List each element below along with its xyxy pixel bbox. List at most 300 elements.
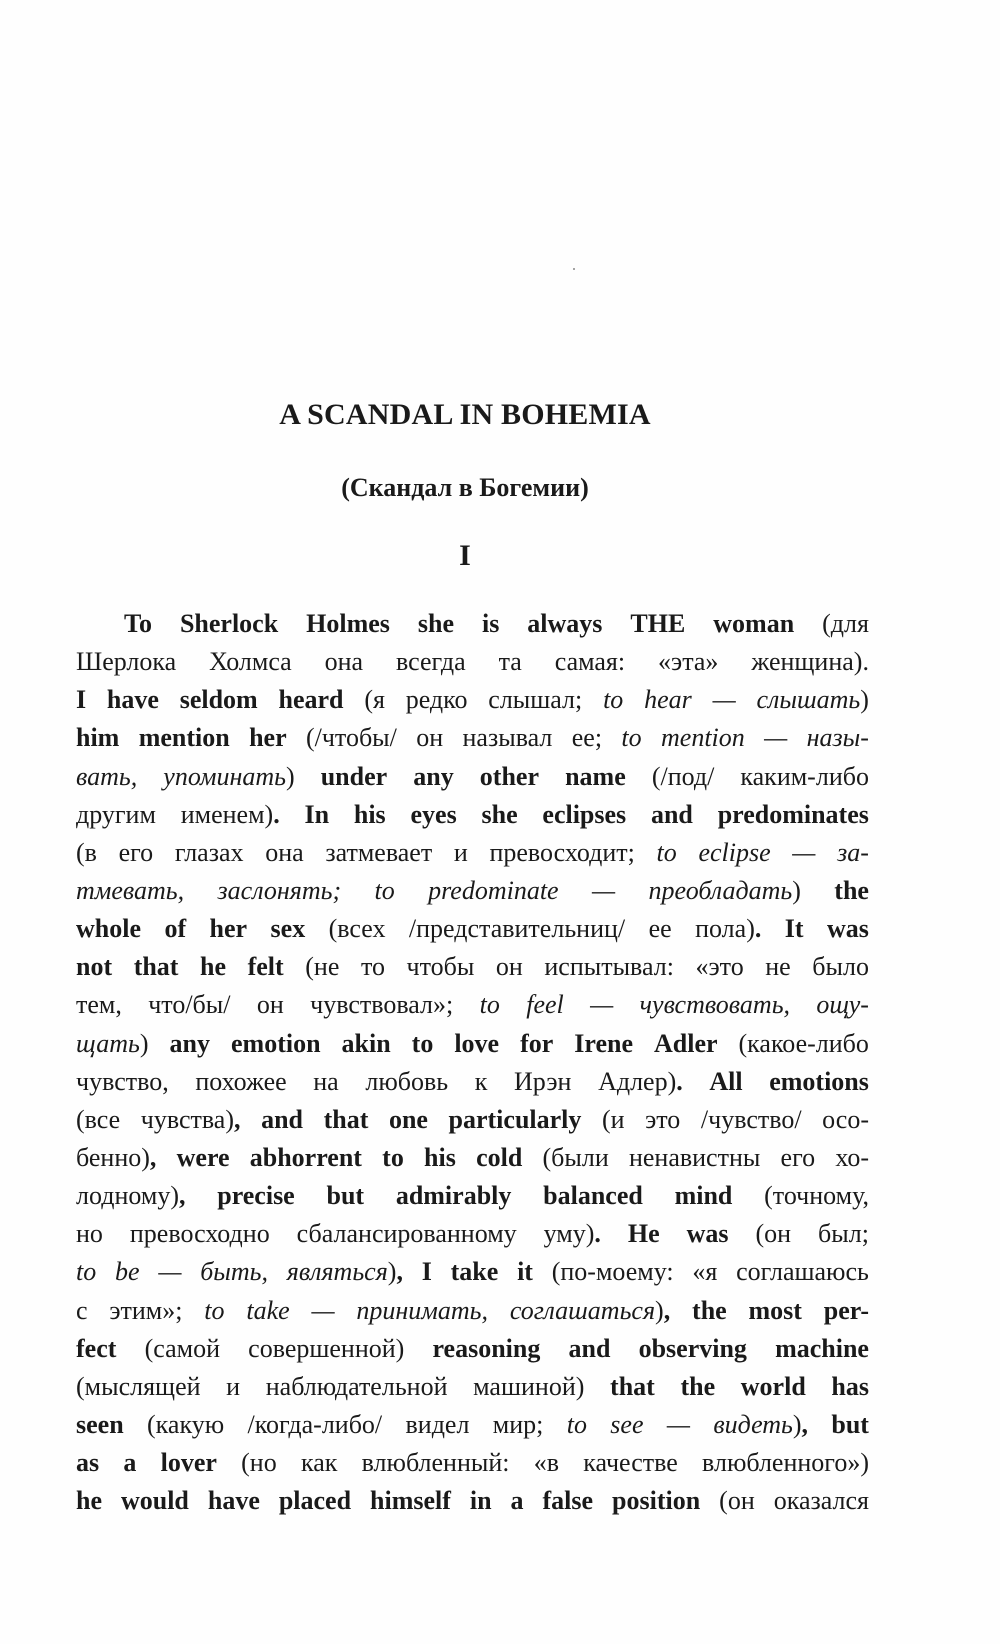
word <box>667 1406 690 1444</box>
english-text: not <box>76 952 113 982</box>
word <box>654 1025 718 1063</box>
english-text: one <box>388 1104 428 1134</box>
translation-text: его <box>118 837 154 867</box>
word <box>769 1063 869 1101</box>
word <box>248 1330 404 1368</box>
word <box>544 948 674 986</box>
word <box>432 1330 540 1368</box>
word <box>76 1482 102 1520</box>
translation-text: совершенной) <box>248 1333 405 1363</box>
english-text: balanced <box>543 1181 643 1211</box>
english-text: other <box>479 761 539 791</box>
english-text: lover <box>160 1448 217 1478</box>
english-text: eyes <box>410 799 457 829</box>
english-text: he <box>200 952 227 982</box>
word <box>180 681 258 719</box>
word <box>161 1444 217 1482</box>
translation-text: качестве <box>583 1448 678 1478</box>
word <box>831 1368 869 1406</box>
word <box>305 796 330 834</box>
word <box>675 1177 733 1215</box>
word <box>364 681 385 719</box>
word <box>180 605 278 643</box>
word <box>158 1253 181 1291</box>
text-line <box>76 1177 869 1215</box>
word <box>76 1215 103 1253</box>
translation-text: редко <box>405 685 468 715</box>
translation-text: она <box>324 647 364 677</box>
word <box>816 986 868 1024</box>
word <box>329 910 386 948</box>
english-text: take <box>450 1257 499 1287</box>
word <box>590 986 613 1024</box>
word <box>765 948 790 986</box>
translation-text: влюбленного») <box>702 1448 869 1478</box>
text-line <box>76 1139 869 1177</box>
translation-text: каким-либо <box>740 761 869 791</box>
word <box>217 1177 295 1215</box>
word <box>610 1368 655 1406</box>
vocab-note: соглашаться <box>509 1295 656 1325</box>
english-text: machine <box>775 1333 869 1363</box>
english-text: felt <box>247 952 284 982</box>
word <box>687 1215 729 1253</box>
english-text: Sherlock <box>179 609 279 638</box>
word <box>119 834 154 872</box>
translation-text: Адлер) <box>598 1066 677 1096</box>
vocab-note: назы- <box>806 723 869 753</box>
word <box>297 1215 517 1253</box>
english-text: , <box>149 1142 157 1172</box>
translation-text: Шерлока <box>76 647 177 677</box>
word <box>416 719 443 757</box>
word <box>454 834 468 872</box>
translation-text: его <box>780 1142 816 1172</box>
english-text: per- <box>823 1295 869 1325</box>
translation-text: чувство, <box>76 1066 169 1096</box>
translation-text: мир; <box>492 1409 544 1439</box>
english-text: his <box>424 1142 456 1172</box>
word <box>818 1215 869 1253</box>
word <box>756 681 868 719</box>
word <box>389 1101 428 1139</box>
vocab-note: feel <box>526 990 564 1020</box>
word <box>451 1253 499 1291</box>
english-text: . <box>594 1219 601 1249</box>
word <box>248 948 284 986</box>
word <box>764 719 787 757</box>
word <box>698 834 770 872</box>
translation-text: /представительниц/ <box>408 914 626 944</box>
translation-text: другим <box>76 799 156 829</box>
word <box>409 910 625 948</box>
word <box>141 1101 241 1139</box>
word <box>246 1292 289 1330</box>
text-line <box>76 1330 869 1368</box>
vocab-note: mention <box>661 723 745 753</box>
word <box>652 758 715 796</box>
word <box>764 1177 869 1215</box>
english-text: the <box>692 1295 727 1325</box>
word <box>739 1025 869 1063</box>
translation-text: ) <box>139 1028 149 1058</box>
word <box>481 796 517 834</box>
translation-text: тем, <box>76 990 122 1020</box>
word <box>181 796 280 834</box>
english-text: abhorrent <box>249 1142 362 1172</box>
vocab-note: to <box>656 837 677 867</box>
english-text: her <box>209 914 248 944</box>
word <box>109 1292 182 1330</box>
vocab-note: быть, <box>200 1257 268 1287</box>
translation-text: то <box>360 952 385 982</box>
word <box>123 1444 136 1482</box>
word <box>824 1292 869 1330</box>
english-text: . <box>273 799 280 829</box>
word <box>424 1139 456 1177</box>
word <box>645 1101 680 1139</box>
text-line <box>76 1444 869 1482</box>
word <box>130 1215 270 1253</box>
vocab-note: заслонять; <box>217 875 342 905</box>
vocab-note: to <box>566 1409 587 1439</box>
word <box>266 1368 448 1406</box>
translation-text: «я <box>692 1257 718 1287</box>
text-line <box>76 910 869 948</box>
word <box>76 1330 116 1368</box>
translation-text: называл <box>462 723 553 753</box>
word <box>543 1177 643 1215</box>
translation-text: лодному) <box>76 1181 179 1211</box>
word <box>630 605 685 643</box>
word <box>305 948 339 986</box>
word <box>592 872 615 910</box>
word <box>749 1292 802 1330</box>
translation-text: это <box>645 1104 681 1134</box>
word <box>649 872 801 910</box>
english-text: Holmes <box>306 609 390 638</box>
vocab-note: to <box>204 1295 225 1325</box>
word <box>76 1368 201 1406</box>
translation-text: пола) <box>695 914 755 944</box>
word <box>696 948 744 986</box>
word <box>499 643 522 681</box>
word <box>76 719 119 757</box>
word <box>361 948 385 986</box>
word <box>775 1330 869 1368</box>
translation-text: ненавистны <box>628 1142 761 1172</box>
word <box>552 1253 674 1291</box>
vocab-note: — <box>158 1257 182 1287</box>
word <box>76 758 137 796</box>
translation-text: он <box>416 723 444 753</box>
translation-text: влюбленный: <box>361 1448 510 1478</box>
english-text: fect <box>76 1333 117 1363</box>
word <box>463 719 553 757</box>
word <box>76 910 141 948</box>
word <box>476 1139 522 1177</box>
translation-text: и <box>453 837 468 867</box>
vocab-note: eclipse <box>698 837 771 867</box>
translation-text: что/бы/ <box>148 990 231 1020</box>
translation-text: затмевает <box>325 837 433 867</box>
english-text: false <box>542 1486 594 1516</box>
word <box>164 910 186 948</box>
text-line <box>76 1063 869 1101</box>
word <box>241 1444 277 1482</box>
english-text: . <box>754 914 762 944</box>
word <box>175 834 244 872</box>
story-subtitle: (Скандал в Богемии) <box>341 473 589 502</box>
word <box>76 986 122 1024</box>
translation-text: (все <box>76 1104 121 1134</box>
vocab-note: predominate <box>428 875 559 905</box>
story-title: A SCANDAL IN BOHEMIA <box>279 398 651 431</box>
word <box>774 1482 869 1520</box>
word <box>807 719 869 757</box>
text-line <box>76 681 869 719</box>
english-text: , <box>663 1295 671 1325</box>
text-line <box>76 834 869 872</box>
word <box>115 1253 140 1291</box>
word <box>812 948 869 986</box>
word <box>218 872 342 910</box>
english-text: It <box>784 914 804 944</box>
english-text: and <box>650 799 693 829</box>
word <box>279 681 344 719</box>
word <box>177 1139 230 1177</box>
translation-text: ) <box>792 1409 802 1439</box>
english-text: Irene <box>574 1028 633 1058</box>
text-line <box>76 758 869 796</box>
translation-text: глазах <box>174 837 244 867</box>
translation-text: она <box>265 837 304 867</box>
text-line <box>76 1368 869 1406</box>
word <box>837 834 869 872</box>
word <box>208 1482 260 1520</box>
english-text: always <box>527 609 603 638</box>
translation-text: с <box>76 1295 88 1325</box>
word <box>428 872 558 910</box>
vocab-note: hear <box>644 685 692 715</box>
word <box>644 681 692 719</box>
english-text: has <box>831 1371 869 1401</box>
word <box>121 1482 189 1520</box>
word <box>756 1215 792 1253</box>
english-text: emotions <box>769 1066 869 1096</box>
word <box>306 605 390 643</box>
word <box>709 1063 742 1101</box>
text-line <box>76 605 869 643</box>
word <box>306 719 397 757</box>
word <box>692 1292 727 1330</box>
word <box>107 681 159 719</box>
vocab-note: являться <box>286 1257 388 1287</box>
english-text: THE <box>630 609 686 638</box>
english-text: whole <box>76 914 141 944</box>
word <box>475 1063 488 1101</box>
vocab-note: преобладать <box>648 875 793 905</box>
word <box>470 1482 492 1520</box>
english-text: heard <box>278 685 344 715</box>
english-text: I <box>76 685 87 715</box>
word <box>76 948 112 986</box>
english-text: seen <box>76 1409 124 1439</box>
vocab-note: to <box>76 1257 97 1287</box>
english-text: but <box>326 1181 365 1211</box>
english-text: , <box>801 1409 809 1439</box>
translation-text: к <box>474 1066 488 1096</box>
word <box>76 1025 149 1063</box>
translation-text: самая: <box>554 647 626 677</box>
word <box>271 910 306 948</box>
word <box>834 872 869 910</box>
english-text: I <box>421 1257 432 1287</box>
vocab-note: to <box>603 685 624 715</box>
translation-text: /когда-либо/ <box>247 1409 383 1439</box>
word <box>410 796 456 834</box>
word <box>658 643 718 681</box>
word <box>407 948 475 986</box>
word <box>473 1368 584 1406</box>
english-text: emotion <box>231 1028 321 1058</box>
word <box>147 1406 224 1444</box>
translation-text: женщина). <box>751 647 869 677</box>
english-text: world <box>740 1371 806 1401</box>
vocab-note: упоминать <box>163 761 286 791</box>
word <box>719 1482 755 1520</box>
text-line <box>76 1292 869 1330</box>
translation-text: он <box>256 990 284 1020</box>
word <box>76 1101 120 1139</box>
word <box>163 758 294 796</box>
word <box>321 758 387 796</box>
word <box>628 1215 660 1253</box>
translation-text: (/под/ <box>651 761 715 791</box>
translation-text: чувства) <box>140 1104 234 1134</box>
english-text: position <box>612 1486 701 1516</box>
word <box>76 1139 156 1177</box>
word <box>204 1292 224 1330</box>
word <box>362 1444 510 1482</box>
translation-text: не <box>765 952 791 982</box>
word <box>396 643 466 681</box>
word <box>792 834 815 872</box>
word <box>148 986 230 1024</box>
word <box>231 1025 321 1063</box>
word <box>603 681 623 719</box>
english-text: He <box>627 1219 660 1249</box>
english-text: he <box>76 1486 102 1516</box>
word <box>534 1444 559 1482</box>
word <box>76 643 176 681</box>
english-text: that <box>323 1104 369 1134</box>
english-text: but <box>831 1409 869 1439</box>
vocab-note: to <box>374 875 395 905</box>
translation-text: но <box>76 1219 103 1249</box>
word <box>740 758 869 796</box>
translation-text: чувствовал»; <box>310 990 454 1020</box>
translation-text: испытывал: <box>544 952 674 982</box>
translation-text: (какое-либо <box>738 1028 869 1058</box>
english-text: placed <box>278 1486 352 1516</box>
word <box>325 834 432 872</box>
english-text: reasoning <box>432 1333 541 1363</box>
english-text: it <box>517 1257 533 1287</box>
translation-text: похожее <box>195 1066 287 1096</box>
word <box>736 1253 869 1291</box>
english-text: his <box>353 799 386 829</box>
word <box>313 1063 338 1101</box>
english-text: have <box>106 685 159 715</box>
word <box>257 986 284 1024</box>
word <box>831 1406 869 1444</box>
english-text: himself <box>370 1486 451 1516</box>
word <box>781 1139 816 1177</box>
word <box>261 1101 303 1139</box>
english-text: is <box>481 609 500 638</box>
word <box>702 1444 869 1482</box>
translation-text: ) <box>792 875 801 905</box>
word <box>692 1253 717 1291</box>
translation-text: машиной) <box>473 1371 585 1401</box>
word <box>265 834 303 872</box>
english-text: predominates <box>717 799 869 829</box>
word <box>482 605 499 643</box>
word <box>250 1139 362 1177</box>
translation-text: видел <box>405 1409 470 1439</box>
word <box>326 1177 364 1215</box>
translation-text: сбалансированному <box>296 1219 517 1249</box>
word <box>124 605 152 643</box>
vocab-note: принимать, <box>356 1295 489 1325</box>
translation-text: та <box>498 647 522 677</box>
translation-text: (для <box>822 609 869 638</box>
word <box>76 1292 88 1330</box>
translation-text: Ирэн <box>513 1066 572 1096</box>
word <box>412 1025 434 1063</box>
word <box>583 1444 678 1482</box>
word <box>526 986 564 1024</box>
word <box>76 1406 124 1444</box>
translation-text: ) <box>655 1295 664 1325</box>
vocab-note: — <box>764 723 788 753</box>
english-text: a <box>123 1448 137 1478</box>
translation-text: /чувство/ <box>700 1104 802 1134</box>
text-line <box>76 1101 869 1139</box>
translation-text: наблюдательной <box>265 1371 448 1401</box>
translation-text: на <box>313 1066 339 1096</box>
vocab-note: щать <box>76 1028 140 1058</box>
word <box>76 1253 96 1291</box>
translation-text: превосходно <box>129 1219 270 1249</box>
english-text: sex <box>270 914 306 944</box>
word <box>542 796 626 834</box>
translation-text: (он <box>719 1486 755 1516</box>
word <box>835 1139 869 1177</box>
word <box>565 758 626 796</box>
english-text: In <box>304 799 330 829</box>
body-text <box>76 605 869 1520</box>
translation-text: «в <box>533 1448 559 1478</box>
english-text: she <box>481 799 518 829</box>
translation-text: чтобы <box>406 952 475 982</box>
word <box>325 643 363 681</box>
word <box>139 719 230 757</box>
vocab-note: — <box>311 1295 335 1325</box>
translation-text: (и <box>601 1104 625 1134</box>
vocab-note: тмевать, <box>76 875 185 905</box>
